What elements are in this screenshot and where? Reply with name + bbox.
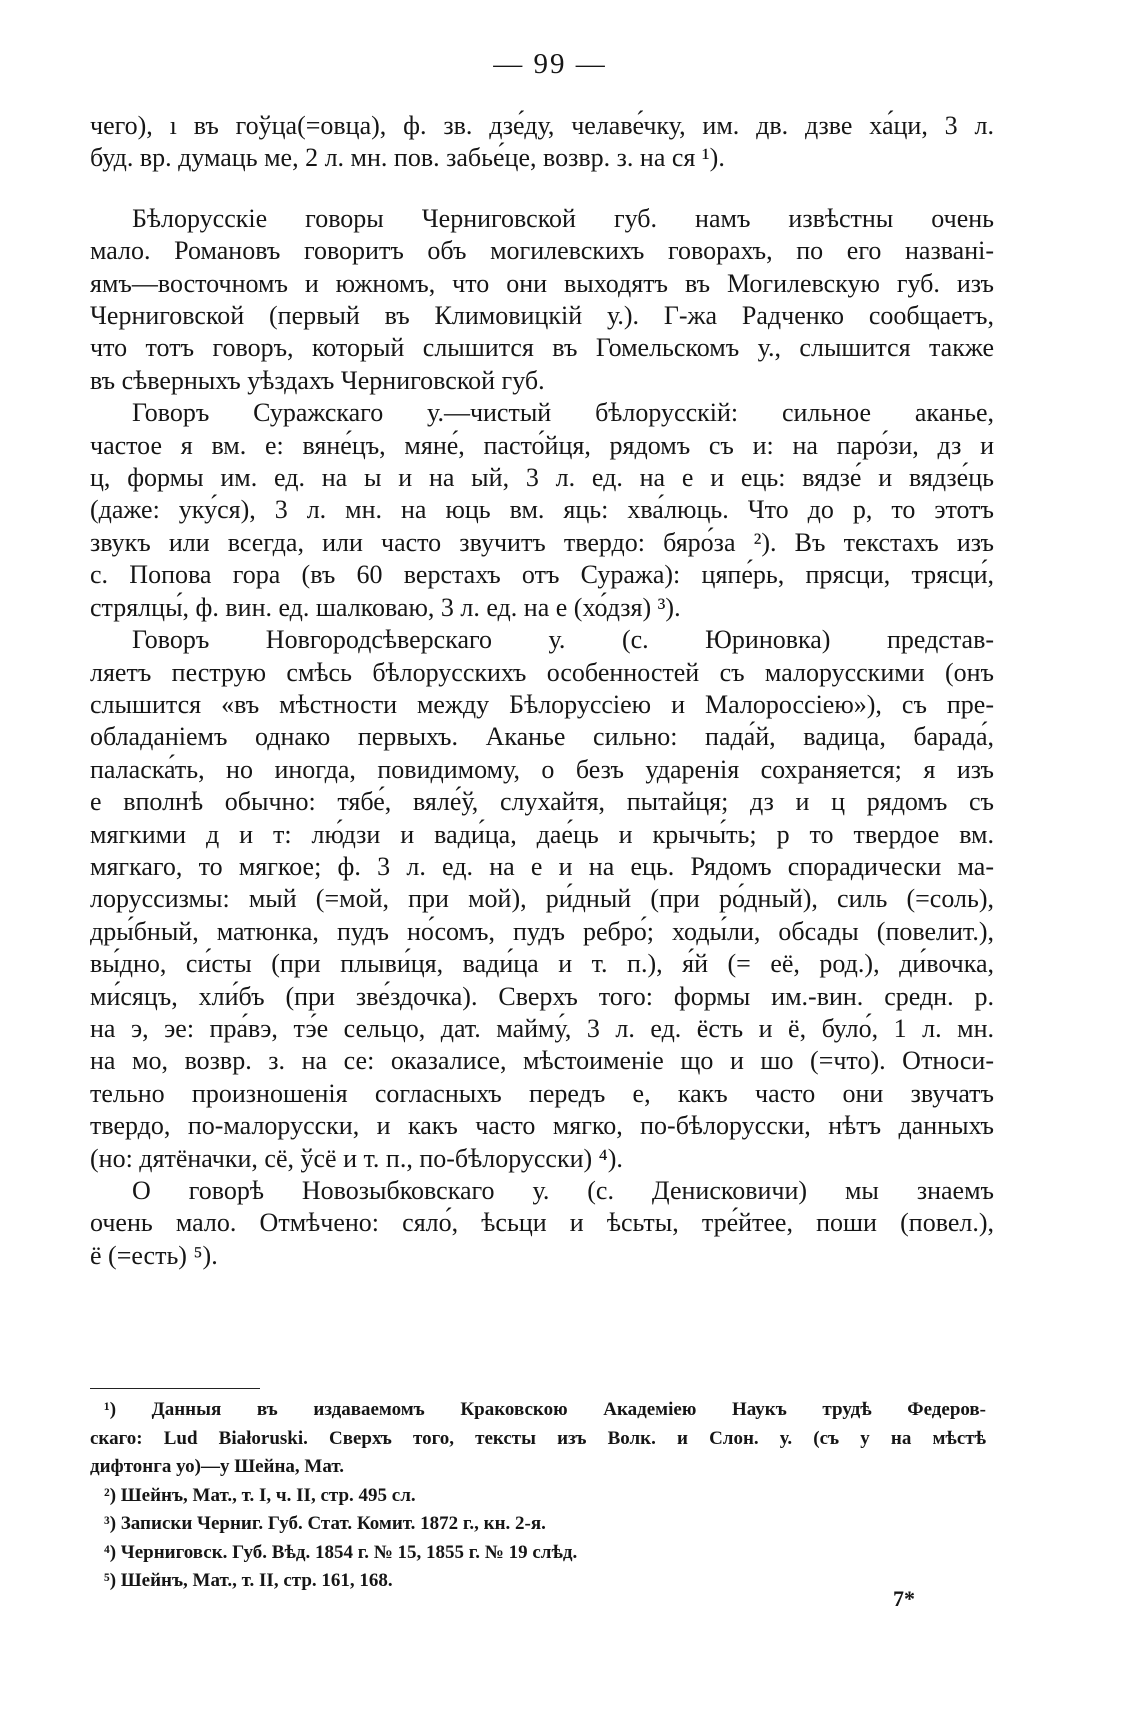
body-line: мягкаго, то мягкое; ф. 3 л. ед. на е и на ець. Рядомъ спорадически ма- [90, 851, 994, 881]
body-line: на мо, возвр. з. на се: оказалисе, мѣстоименіе що и шо (=что). Относи- [90, 1046, 994, 1076]
body-line: на э, эе: пра́вэ, тэ́е сельцо, дат. майму́, 3 л. ед. ёсть и ё, було́, 1 л. мн. [90, 1013, 994, 1043]
body-line: чего), ı въ гоўца(=овца), ф. зв. дзе́ду, челаве́чку, им. дв. дзве ха́ци, 3 л. [90, 111, 994, 140]
body-line: Черниговской (первый въ Климовицкій у.). Г-жа Радченко сообщаетъ, [90, 301, 994, 331]
footnotes [90, 1396, 986, 1596]
body-line: с. Попова гора (въ 60 верстахъ отъ Суража): цяпе́рь, прясци, трясци́, [90, 560, 994, 590]
body-line: звукъ или всегда, или часто звучитъ твердо: бяро́за ²). Въ текстахъ изъ [90, 527, 994, 557]
body-line: слышится «въ мѣстности между Бѣлоруссіею и Малороссіею»), съ пре- [90, 689, 994, 719]
footnote-line: ³) Записки Черниг. Губ. Стат. Комит. 1872 г., кн. 2-я. [104, 1513, 546, 1534]
body-line: ц, формы им. ед. на ы и на ый, 3 л. ед. на е и ець: вядзе́ и вядзе́ць [90, 463, 994, 493]
body-line: что тотъ говоръ, который слышится въ Гомельскомъ у., слышится также [90, 333, 994, 363]
body-line: ми́сяцъ, хли́бъ (при зве́здочка). Сверхъ того: формы им.-вин. средн. р. [90, 981, 994, 1011]
body-line: обладаніемъ однако первыхъ. Аканье сильно: пада́й, вадица, барада́, [90, 722, 994, 752]
body-line: е вполнѣ обычно: тябе́, вяле́ў, слухайтя, пытайця; дз и ц рядомъ съ [90, 787, 994, 817]
footnote-line: ¹) Данныя въ издаваемомъ Краковскою Академіею Наукъ трудѣ Федеров- [104, 1399, 986, 1420]
body-line: вы́дно, си́сты (при плыви́ця, вади́ца и т. п.), я́й (= её, род.), ди́вочка, [90, 949, 994, 979]
body-line: стрялцы́, ф. вин. ед. шалковаю, 3 л. ед. на е (хо́дзя) ³). [90, 592, 681, 622]
footnote-line: дифтонга уо)—у Шейна, Мат. [90, 1456, 345, 1477]
body-line: О говорѣ Новозыбковскаго у. (с. Денисковичи) мы знаемъ [132, 1176, 994, 1205]
body-line: Говоръ Суражскаго у.—чистый бѣлорусскій: сильное аканье, [132, 398, 994, 428]
footnote-line: скаго: Lud Białoruski. Сверхъ того, тексты изъ Волк. и Слон. у. (съ у на мѣстѣ [90, 1427, 986, 1449]
body-line: буд. вр. думаць ме, 2 л. мн. пов. забье́це, возвр. з. на ся ¹). [90, 143, 725, 173]
footnote-line: ²) Шейнъ, Мат., т. I, ч. II, стр. 495 сл. [104, 1484, 416, 1506]
page-number: — 99 — [493, 48, 607, 80]
signature-mark: 7* [893, 1586, 915, 1611]
paragraph-gap [90, 175, 994, 203]
body-line: въ сѣверныхъ уѣздахъ Черниговской губ. [90, 365, 545, 395]
body-line: твердо, по-малорусски, и какъ часто мягко, по-бѣлорусски, нѣтъ данныхъ [90, 1111, 994, 1141]
body-line: (даже: уку́ся), 3 л. мн. на юць вм. яць: хва́люць. Что до р, то этотъ [90, 495, 994, 525]
body-line: мало. Романовъ говоритъ объ могилевскихъ говорахъ, по его названі- [90, 236, 994, 266]
body-line: мягкими д и т: лю́дзи и вади́ца, дае́ць и крычы́ть; р то твердое вм. [90, 819, 994, 849]
body-line: ё (=есть) ⁵). [90, 1240, 218, 1270]
body-line: Говоръ Новгородсѣверскаго у. (с. Юриновка) представ- [132, 625, 994, 655]
body-line: Бѣлорусскіе говоры Черниговской губ. намъ извѣстны очень [132, 203, 994, 233]
body-line: тельно произношенія согласныхъ передъ е, какъ часто они звучатъ [90, 1078, 994, 1108]
footnote-divider [90, 1388, 260, 1389]
body-line: дры́бный, матюнка, пудъ но́сомъ, пудъ ребро́; ходы́ли, обсады (повелит.), [90, 916, 994, 946]
body-line: лоруссизмы: мый (=мой, при мой), ри́дный (при ро́дный), силь (=соль), [90, 884, 994, 914]
body-line: ляетъ пеструю смѣсь бѣлорусскихъ особенностей съ малорусскими (онъ [90, 657, 994, 687]
footnote-line: ⁵) Шейнъ, Мат., т. II, стр. 161, 168. [104, 1570, 393, 1591]
body-line: очень мало. Отмѣчено: сяло́, ѣсьци и ѣсьты, тре́йтее, поши (повел.), [90, 1208, 994, 1238]
body-text [90, 110, 994, 1272]
footnote-line: ⁴) Черниговск. Губ. Вѣд. 1854 г. № 15, 1855 г. № 19 слѣд. [104, 1541, 578, 1563]
body-line: частое я вм. е: вяне́цъ, мяне́, пасто́йця, рядомъ съ и: на паро́зи, дз и [90, 430, 994, 460]
body-line: паласка́ть, но иногда, повидимому, о безъ ударенія сохраняется; я изъ [90, 754, 994, 784]
body-line: (но: дятёначки, сё, ўсё и т. п., по-бѣлорусски) ⁴). [90, 1143, 623, 1173]
body-line: ямъ—восточномъ и южномъ, что они выходятъ въ Могилевскую губ. изъ [90, 268, 994, 298]
